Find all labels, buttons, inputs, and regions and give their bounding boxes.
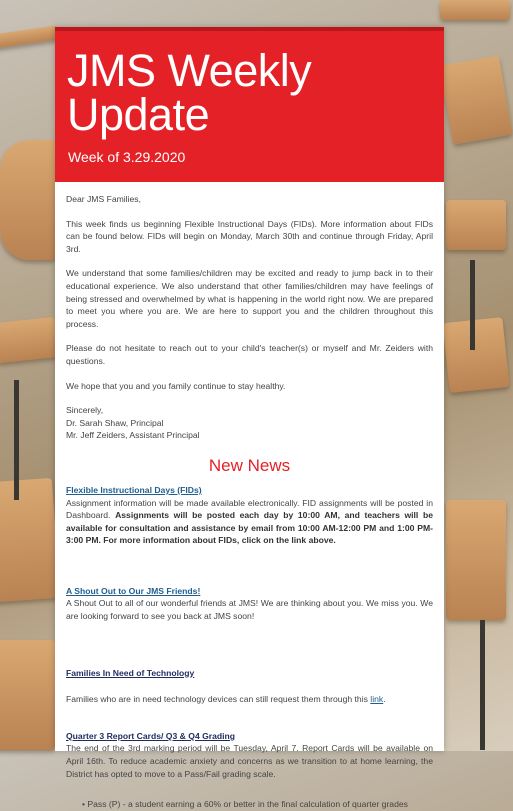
news-item-shoutout — [66, 585, 433, 623]
newsletter-card — [55, 27, 444, 810]
technology-text-end: . — [383, 694, 386, 705]
paragraph-3: Please do not hesitate to reach out to your child's teacher(s) or myself and Mr. Zeiders with questions. — [66, 343, 433, 366]
technology-text: Families who are in need technology devices can still request them through this — [66, 694, 371, 705]
signature-principal: Dr. Sarah Shaw, Principal — [66, 417, 164, 428]
technology-heading-link[interactable]: Families In Need of Technology — [66, 667, 195, 678]
fid-text: Assignment information will be made available electronically. FID assignments will be posted in Dashboard. — [66, 497, 433, 521]
technology-request-link[interactable]: link — [370, 694, 384, 705]
report-cards-text: The end of the 3rd marking period will be Tuesday, April 7. Report Cards will be available on April 16th. To reduce academic anxiety and concerns as we transition to at home learning, the District has opted to move to a Pass/Fail grading scale. — [66, 743, 433, 779]
fid-heading-link[interactable]: Flexible Instructional Days (FIDs) — [66, 484, 202, 495]
page-title: JMS Weekly Update — [67, 45, 312, 140]
paragraph-2: We understand that some families/children may be excited and ready to jump back in to their educational experience. We also understand that other families/children may have feelings of being stressed and overwhelmed by what is happening in the world right now. We are prepared to meet you where you are. We are here to support you and the children throughout this process. — [66, 268, 433, 329]
paragraph-1: This week finds us beginning Flexible Instructional Days (FIDs). More information about FIDs can be found below. FIDs will begin on Monday, March 30th and continue through Friday, April 3rd. — [66, 218, 433, 254]
bullet-pass-text: Pass (P) - a student earning a 60% or better in the final calculation of quarter grades — [87, 799, 408, 810]
report-cards-bullet: • Pass (P) - a student earning a 60% or better in the final calculation of quarter grades — [82, 799, 408, 810]
fid-bold-text: Assignments will be posted each day by 10:00 AM, and teachers will be available for consultation and assistance by email from 10:00 AM-12:00 PM and 1:00 PM-3:00 PM. For more information about FIDs, click on the link above. — [66, 510, 433, 546]
page-subtitle: Week of 3.29.2020 — [68, 149, 186, 165]
signature-assistant-principal: Mr. Jeff Zeiders, Assistant Principal — [66, 430, 200, 441]
closing: Sincerely, — [66, 405, 104, 416]
newsletter-body — [66, 193, 433, 811]
shoutout-text: A Shout Out to all of our wonderful friends at JMS! We are thinking about you. We miss you. We are looking forward to see you back at JMS soon! — [66, 598, 433, 622]
header-banner — [55, 27, 444, 182]
news-item-fid — [66, 484, 433, 547]
report-cards-heading-link[interactable]: Quarter 3 Report Cards/ Q3 & Q4 Grading — [66, 730, 236, 741]
greeting: Dear JMS Families, — [66, 194, 141, 204]
news-item-report-cards — [66, 730, 433, 811]
section-title-new-news: New News — [208, 455, 291, 475]
shoutout-heading-link[interactable]: A Shout Out to Our JMS Friends! — [66, 585, 201, 596]
paragraph-4: We hope that you and you family continue to stay healthy. — [66, 380, 286, 391]
signature-block — [66, 404, 433, 442]
news-item-technology — [66, 667, 433, 706]
